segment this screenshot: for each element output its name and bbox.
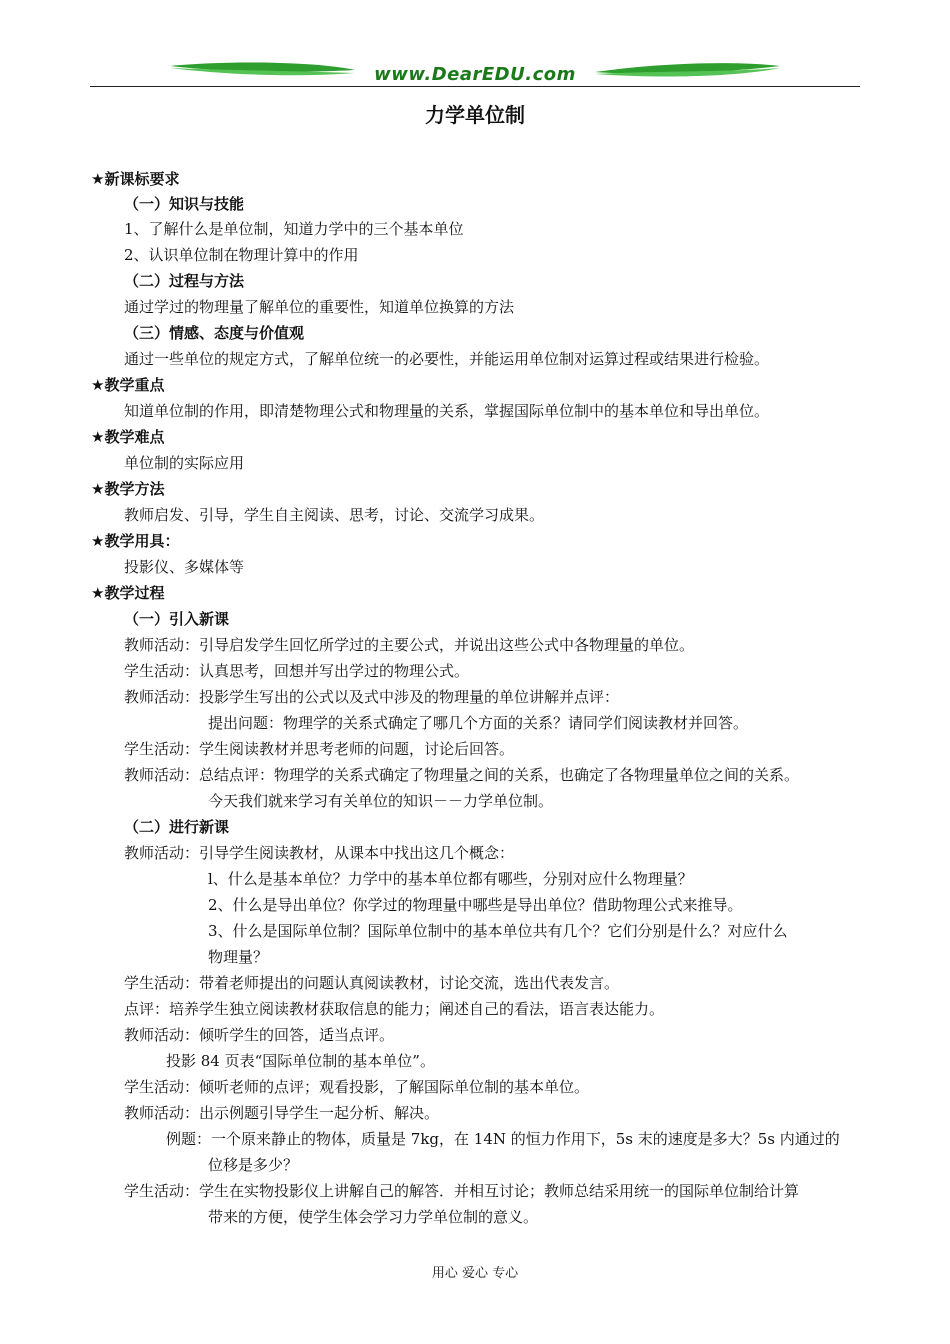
body-line: 学生活动：认真思考，回想并写出学过的物理公式。 (124, 662, 470, 680)
section-heading: （二）进行新课 (124, 818, 230, 836)
body-line: 点评：培养学生独立阅读教材获取信息的能力；阐述自己的看法，语言表达能力。 (124, 1000, 665, 1018)
body-line: 通过学过的物理量了解单位的重要性，知道单位换算的方法 (124, 298, 515, 316)
body-line: 带来的方便，使学生体会学习力学单位制的意义。 (208, 1208, 539, 1226)
body-line: 学生活动：倾听老师的点评；观看投影，了解国际单位制的基本单位。 (124, 1078, 590, 1096)
section-heading: ★新课标要求 (91, 170, 180, 188)
section-heading: ★教学用具： (91, 532, 180, 550)
document-title: 力学单位制 (425, 103, 525, 127)
body-line: 教师活动：出示例题引导学生一起分析、解决。 (124, 1104, 440, 1122)
section-heading: ★教学方法 (91, 480, 165, 498)
body-line: 1、了解什么是单位制，知道力学中的三个基本单位 (124, 220, 464, 238)
body-line: 学生活动：学生阅读教材并思考老师的问题，讨论后回答。 (124, 740, 515, 758)
body-line: 知道单位制的作用，即清楚物理公式和物理量的关系，掌握国际单位制中的基本单位和导出单位。 (124, 402, 770, 420)
body-line: 例题：一个原来静止的物体，质量是 7kg，在 14N 的恒力作用下，5s 末的速度是多大？5s 内通过的 (166, 1130, 840, 1148)
body-line: 教师活动：引导学生阅读教材，从课本中找出这几个概念： (124, 844, 515, 862)
body-line: 3、什么是国际单位制？国际单位制中的基本单位共有几个？它们分别是什么？对应什么 (208, 922, 788, 940)
body-line: 教师启发、引导，学生自主阅读、思考，讨论、交流学习成果。 (124, 506, 545, 524)
body-line: 学生活动：学生在实物投影仪上讲解自己的解答．并相互讨论；教师总结采用统一的国际单位制给计算 (124, 1182, 800, 1200)
body-line: 通过一些单位的规定方式，了解单位统一的必要性，并能运用单位制对运算过程或结果进行检验。 (124, 350, 770, 368)
body-line: 今天我们就来学习有关单位的知识－－力学单位制。 (208, 792, 554, 810)
section-heading: ★教学过程 (91, 584, 165, 602)
body-line: 单位制的实际应用 (124, 454, 245, 472)
section-heading: （二）过程与方法 (124, 272, 245, 290)
brand-logo-text[interactable]: www.DearEDU.com (374, 64, 576, 85)
body-line: 教师活动：引导启发学生回忆所学过的主要公式，并说出这些公式中各物理量的单位。 (124, 636, 695, 654)
body-line: 物理量？ (208, 948, 269, 966)
body-line: 教师活动：倾听学生的回答，适当点评。 (124, 1026, 395, 1044)
section-heading: ★教学重点 (91, 376, 165, 394)
body-line: 提出问题：物理学的关系式确定了哪几个方面的关系？请同学们阅读教材并回答。 (208, 714, 749, 732)
body-line: 投影 84 页表“国际单位制的基本单位”。 (166, 1052, 435, 1070)
body-line: 教师活动：总结点评：物理学的关系式确定了物理量之间的关系，也确定了各物理量单位之间的关系。 (124, 766, 800, 784)
section-heading: （一）知识与技能 (124, 195, 245, 213)
body-line: 学生活动：带着老师提出的问题认真阅读教材，讨论交流，选出代表发言。 (124, 974, 620, 992)
body-line: l、什么是基本单位？力学中的基本单位都有哪些，分别对应什么物理量？ (208, 870, 693, 888)
section-heading: ★教学难点 (91, 428, 165, 446)
body-line: 位移是多少？ (208, 1156, 299, 1174)
header-divider (90, 86, 860, 87)
body-line: 2、认识单位制在物理计算中的作用 (124, 246, 359, 264)
page-footer: 用心 爱心 专心 (431, 1266, 519, 1281)
body-line: 2、什么是导出单位？你学过的物理量中哪些是导出单位？借助物理公式来推导。 (208, 896, 743, 914)
body-line: 投影仪、多媒体等 (124, 558, 245, 576)
section-heading: （三）情感、态度与价值观 (124, 324, 305, 342)
body-line: 教师活动：投影学生写出的公式以及式中涉及的物理量的单位讲解并点评： (124, 688, 620, 706)
section-heading: （一）引入新课 (124, 610, 230, 628)
